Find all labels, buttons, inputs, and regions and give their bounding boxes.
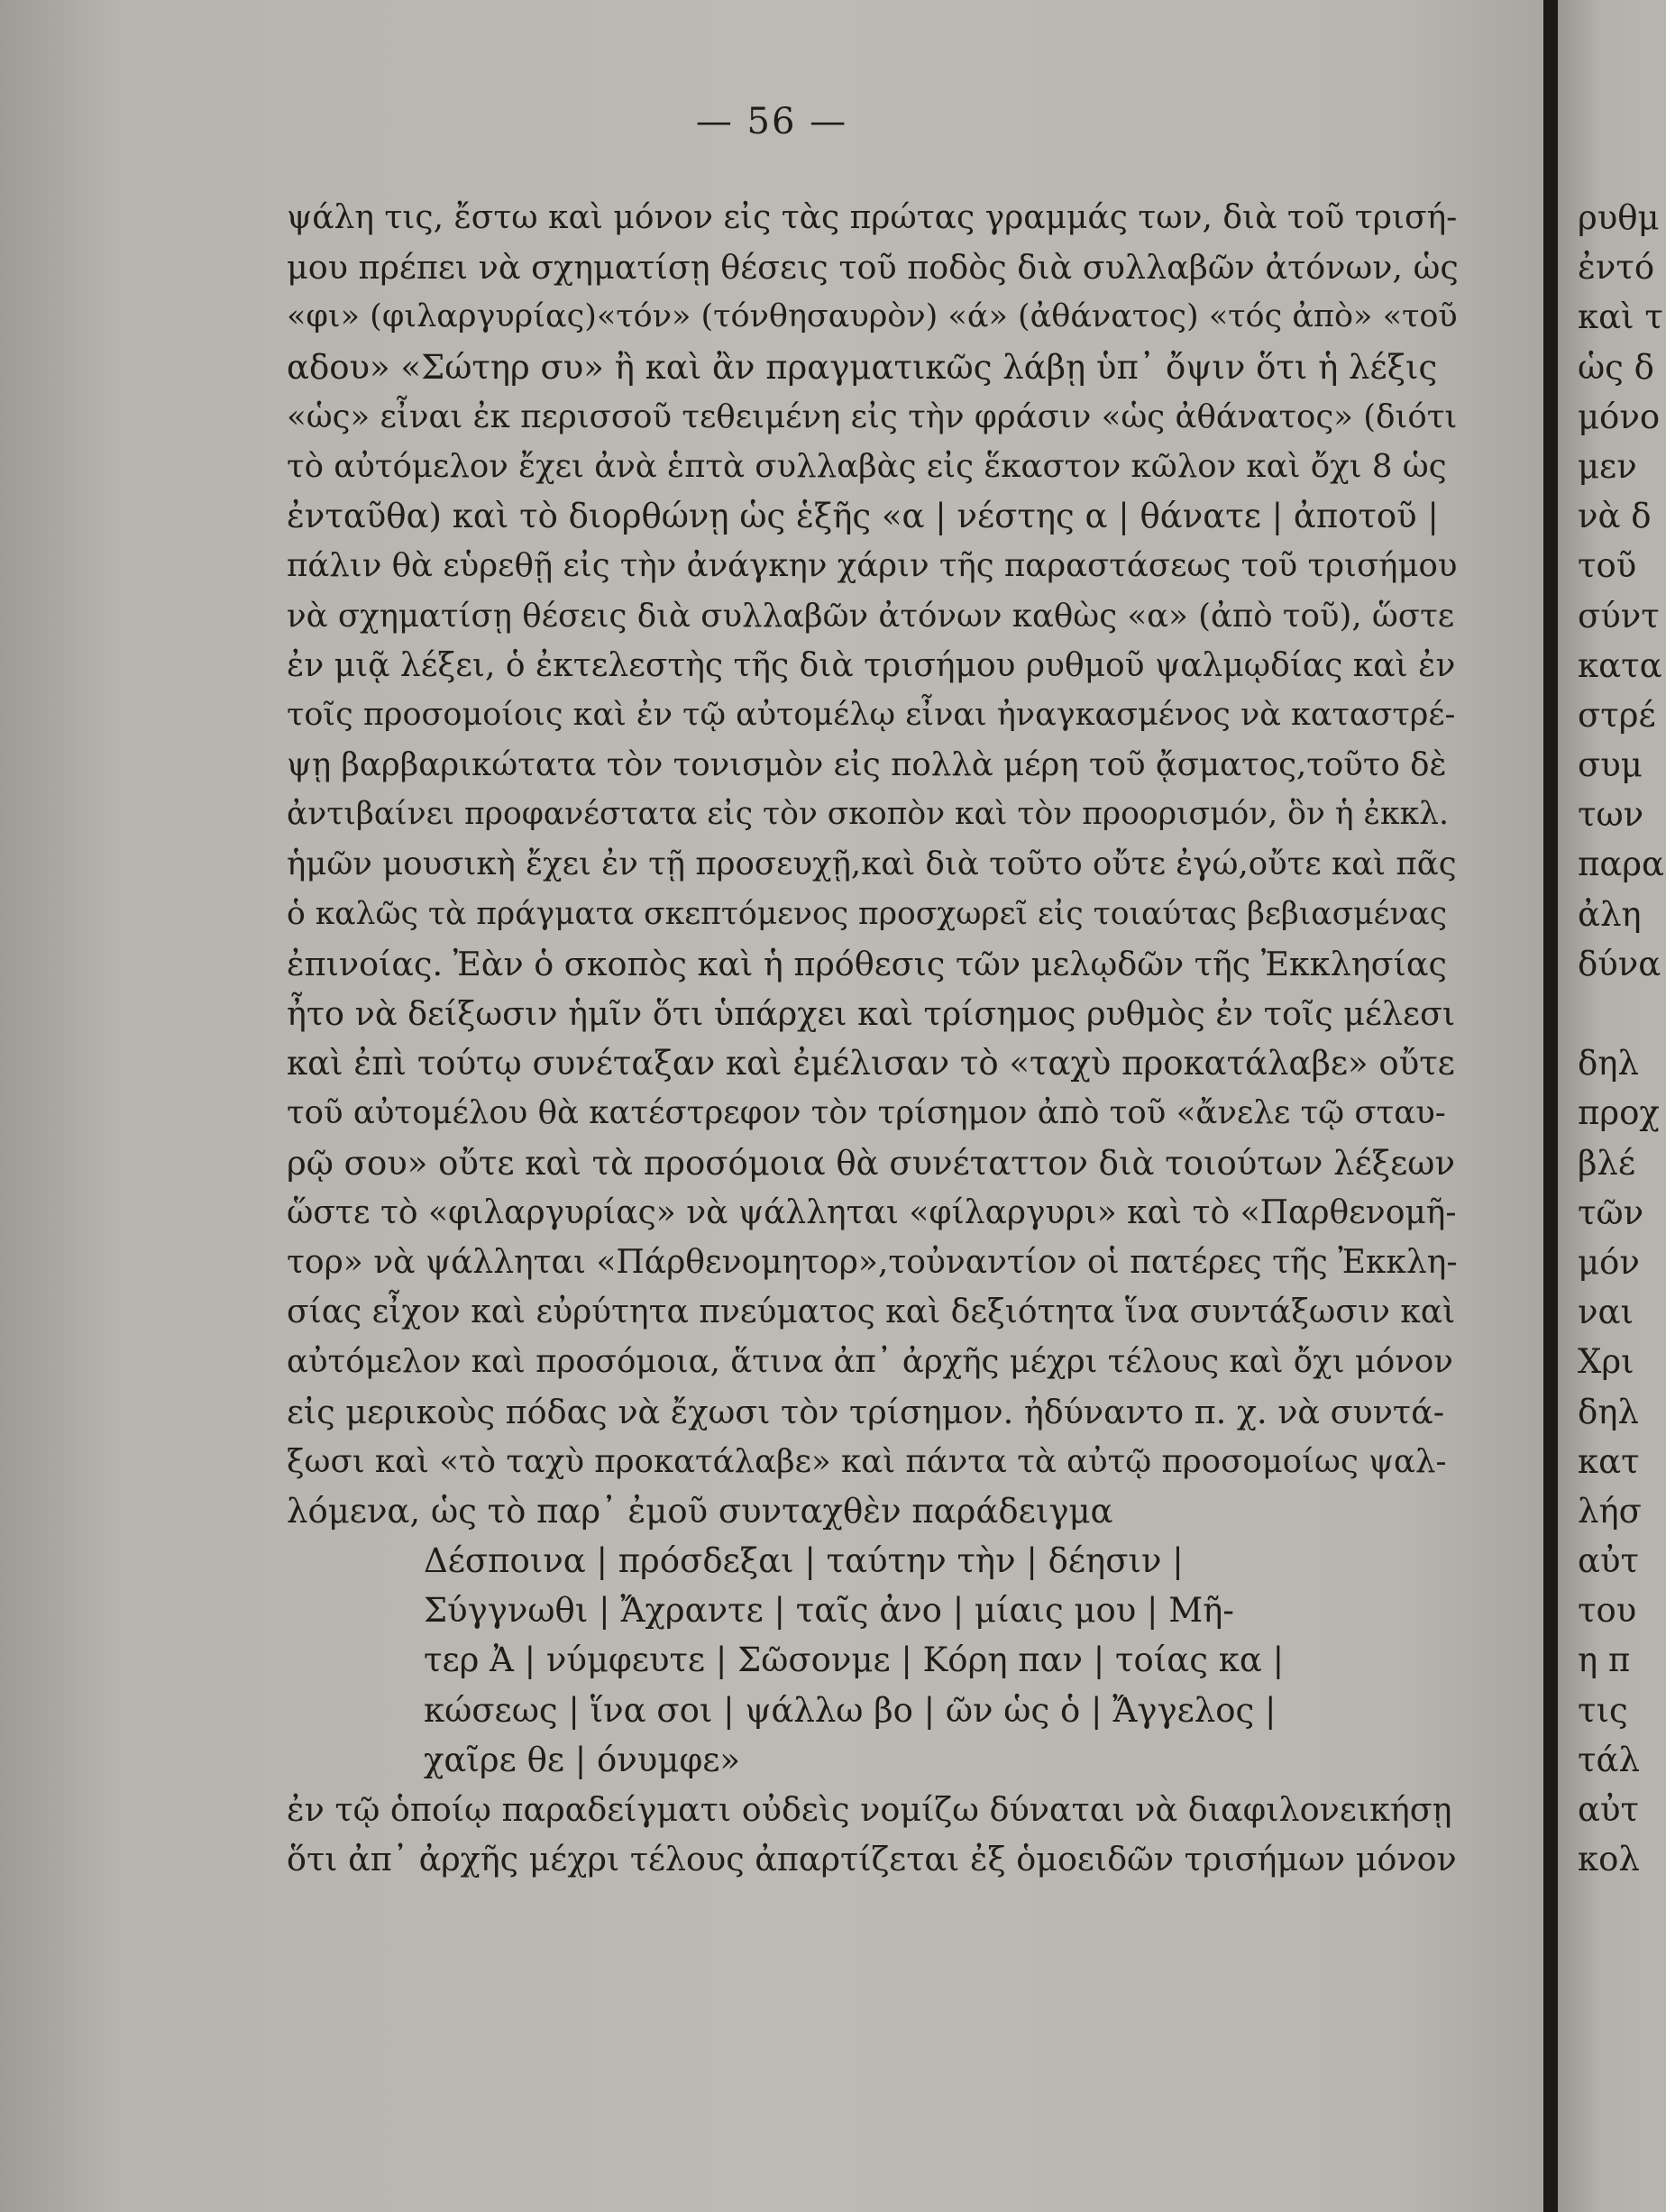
text-line: ἐν μιᾷ λέξει, ὁ ἐκτελεστὴς τῆς διὰ τρισήμου ρυθμοῦ ψαλμῳδίας καὶ ἐν — [287, 646, 1456, 684]
text-line: ἦτο νὰ δείξωσιν ἡμῖν ὅτι ὑπάρχει καὶ τρίσημος ρυθμὸς ἐν τοῖς μέλεσι — [287, 994, 1456, 1033]
facing-fragment: μόν — [1578, 1242, 1640, 1282]
facing-fragment: λήσ — [1578, 1491, 1642, 1531]
text-line: «ὡς» εἶναι ἐκ περισσοῦ τεθειμένη εἰς τὴν φράσιν «ὡς ἀθάνατος» (διότι — [287, 398, 1458, 435]
facing-fragment: ὡς δ — [1578, 347, 1654, 387]
facing-fragment: καὶ τ — [1578, 297, 1663, 337]
facing-fragment: αὐτ — [1578, 1790, 1639, 1829]
facing-fragment: κολ — [1578, 1840, 1640, 1879]
text-line: ψῃ βαρβαρικώτατα τὸν τονισμὸν εἰς πολλὰ μέρη τοῦ ᾄσματος,τοῦτο δὲ — [287, 746, 1447, 784]
facing-fragment: τοῦ — [1578, 546, 1637, 586]
text-line: λόμενα, ὡς τὸ παρ᾽ ἐμοῦ συνταχθὲν παράδειγμα — [287, 1491, 1113, 1531]
facing-fragment: σύντ — [1578, 596, 1660, 635]
facing-fragment: παρα — [1578, 845, 1665, 884]
facing-fragment: η π — [1578, 1641, 1631, 1680]
text-line: τοῦ αὐτομέλου θὰ κατέστρεφον τὸν τρίσημον ἀπὸ τοῦ «ἄνελε τῷ σταυ- — [287, 1094, 1446, 1132]
text-line: νὰ σχηματίσῃ θέσεις διὰ συλλαβῶν ἀτόνων καθὼς «α» (ἀπὸ τοῦ), ὥστε — [287, 597, 1455, 635]
facing-fragment: προχ — [1578, 1093, 1660, 1133]
facing-fragment: κατα — [1578, 645, 1662, 685]
text-line: καὶ ἐπὶ τούτῳ συνέταξαν καὶ ἐμέλισαν τὸ «ταχὺ προκατάλαβε» οὔτε — [287, 1044, 1455, 1083]
text-line: μου πρέπει νὰ σχηματίσῃ θέσεις τοῦ ποδὸς διὰ συλλαβῶν ἀτόνων, ὡς — [287, 248, 1459, 288]
text-line: τορ» νὰ ψάλληται «Πάρθενομητορ»,τοὐναντίον οἱ πατέρες τῆς Ἐκκλη- — [287, 1243, 1458, 1281]
facing-fragment — [1578, 989, 1664, 1038]
facing-fragment: βλέ — [1578, 1143, 1636, 1183]
text-line: ἐπινοίας. Ἐὰν ὁ σκοπὸς καὶ ἡ πρόθεσις τῶν μελῳδῶν τῆς Ἐκκλησίας — [287, 944, 1447, 983]
facing-fragment: τις — [1578, 1690, 1628, 1730]
facing-fragment: δύνα — [1578, 944, 1661, 983]
example-line: χαῖρε θε | όνυμφε» — [424, 1740, 741, 1779]
text-line: ὁ καλῶς τὰ πράγματα σκεπτόμενος προσχωρεῖ εἰς τοιαύτας βεβιασμένας — [287, 895, 1448, 932]
facing-fragment: ναι — [1578, 1293, 1634, 1332]
text-line: τοῖς προσομοίοις καὶ ἐν τῷ αὐτομέλῳ εἶναι ἠναγκασμένος νὰ καταστρέ- — [287, 696, 1456, 733]
example-line: κώσεως | ἵνα σοι | ψάλλω βο | ῶν ὡς ὁ | Ἄγγελος | — [424, 1690, 1277, 1730]
facing-fragment: νὰ δ — [1578, 497, 1652, 536]
facing-fragment: δηλ — [1578, 1392, 1639, 1431]
facing-page-text — [1578, 193, 1664, 1884]
facing-page-edge — [1558, 0, 1666, 2212]
book-gutter — [1543, 0, 1558, 2212]
text-line: εἰς μερικοὺς πόδας νὰ ἔχωσι τὸν τρίσημον. ἠδύναντο π. χ. νὰ συντά- — [287, 1392, 1445, 1431]
text-line: ἐνταῦθα) καὶ τὸ διορθώνῃ ὡς ἑξῆς «α | νέστης α | θάνατε | ἀποτοῦ | — [287, 497, 1439, 536]
facing-fragment: μεν — [1578, 446, 1637, 486]
page-text — [287, 193, 1459, 1884]
example-line: τερ Ἀ | νύμφευτε | Σῶσονμε | Κόρη παν | τοίας κα | — [424, 1641, 1285, 1680]
text-line: αὐτόμελον καὶ προσόμοια, ἅτινα ἀπ᾽ ἀρχῆς μέχρι τέλους καὶ ὄχι μόνον — [287, 1343, 1453, 1381]
facing-fragment: ρυθμ — [1578, 198, 1660, 237]
page-number: — 56 — — [695, 101, 848, 142]
text-line: αδου» «Σώτηρ συ» ἢ καὶ ἂν πραγματικῶς λάβῃ ὑπ᾽ ὄψιν ὅτι ἡ λέξις — [287, 347, 1438, 387]
facing-fragment: μόνο — [1578, 397, 1661, 436]
text-line: ἡμῶν μουσικὴ ἔχει ἐν τῇ προσευχῇ,καὶ διὰ τοῦτο οὔτε ἐγώ,οὔτε καὶ πᾶς — [287, 845, 1457, 883]
facing-fragment: τῶν — [1578, 1193, 1644, 1232]
text-line: τὸ αὐτόμελον ἔχει ἀνὰ ἑπτὰ συλλαβὰς εἰς ἕκαστον κῶλον καὶ ὄχι 8 ὡς — [287, 447, 1447, 485]
text-line: πάλιν θὰ εὑρεθῇ εἰς τὴν ἀνάγκην χάριν τῆς παραστάσεως τοῦ τρισήμου — [287, 547, 1458, 585]
text-line: σίας εἶχον καὶ εὐρύτητα πνεύματος καὶ δεξιότητα ἵνα συντάξωσιν καὶ — [287, 1293, 1456, 1331]
text-line: ἐν τῷ ὁποίῳ παραδείγματι οὐδεὶς νομίζω δύναται νὰ διαφιλονεικήσῃ — [287, 1790, 1452, 1829]
example-line: Δέσποινα | πρόσδεξαι | ταύτην τὴν | δέησιν | — [424, 1541, 1184, 1581]
facing-fragment: δηλ — [1578, 1044, 1639, 1083]
facing-fragment: Χρι — [1578, 1342, 1634, 1382]
facing-fragment: κατ — [1578, 1441, 1640, 1481]
facing-fragment: στρέ — [1578, 695, 1656, 735]
text-line: «φι» (φιλαργυρίας)«τόν» (τόνθησαυρὸν) «ά» (ἀθάνατος) «τός ἀπὸ» «τοῦ — [287, 298, 1458, 335]
facing-fragment: ἐντό — [1578, 248, 1655, 288]
text-line: ρῷ σου» οὔτε καὶ τὰ προσόμοια θὰ συνέταττον διὰ τοιούτων λέξεων — [287, 1143, 1455, 1183]
example-line: Σύγγνωθι | Ἄχραντε | ταῖς ἀνο | μίαις μου | Μῆ- — [424, 1591, 1234, 1631]
text-line: ξωσι καὶ «τὸ ταχὺ προκατάλαβε» καὶ πάντα τὰ αὐτῷ προσομοίως ψαλ- — [287, 1442, 1447, 1480]
facing-fragment: συμ — [1578, 745, 1643, 785]
facing-fragment: των — [1578, 795, 1644, 835]
text-line: ὅτι ἀπ᾽ ἀρχῆς μέχρι τέλους ἀπαρτίζεται ἐξ ὁμοειδῶν τρισήμων μόνον — [287, 1840, 1457, 1879]
facing-fragment: αὐτ — [1578, 1541, 1639, 1581]
text-line: ἀντιβαίνει προφανέστατα εἰς τὸν σκοπὸν καὶ τὸν προορισμόν, ὃν ἡ ἐκκλ. — [287, 796, 1449, 833]
facing-fragment: τάλ — [1578, 1740, 1640, 1779]
facing-fragment: ἀλη — [1578, 894, 1642, 934]
text-line: ὥστε τὸ «φιλαργυρίας» νὰ ψάλληται «φίλαργυρι» καὶ τὸ «Παρθενομῆ- — [287, 1193, 1457, 1231]
text-line: ψάλη τις, ἔστω καὶ μόνον εἰς τὰς πρώτας γραμμάς των, διὰ τοῦ τρισή- — [287, 199, 1458, 236]
facing-fragment: του — [1578, 1591, 1637, 1631]
